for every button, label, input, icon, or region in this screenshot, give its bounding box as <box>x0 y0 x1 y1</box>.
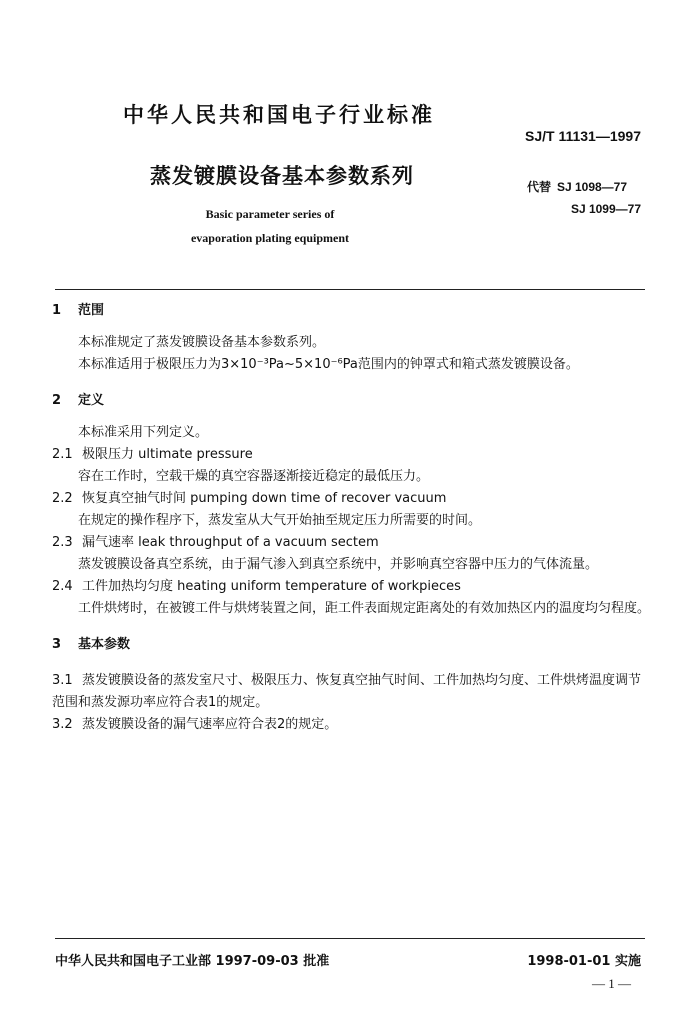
document-body <box>52 300 652 736</box>
definition-term <box>52 532 652 554</box>
clause-number: 2.4 <box>52 579 73 594</box>
page-number: — 1 — <box>592 976 631 991</box>
paragraph: 本标准采用下列定义。 <box>78 425 209 440</box>
clause-number: 2.3 <box>52 535 73 550</box>
section-heading <box>52 300 652 322</box>
clause-number: 2.2 <box>52 491 73 506</box>
footer-divider <box>55 938 645 939</box>
standard-code: SJ/T 11131—1997 <box>525 128 641 144</box>
clause-number: 3.2 <box>52 717 73 732</box>
section-heading <box>52 390 652 412</box>
document-title-cn: 蒸发镀膜设备基本参数系列 <box>150 164 414 188</box>
title-en-line: evaporation plating equipment <box>190 231 349 245</box>
clause <box>52 714 652 736</box>
replaces-block <box>527 176 641 220</box>
paragraph: 本标准适用于极限压力为3×10⁻³Pa~5×10⁻⁶Pa范围内的钟罩式和箱式蒸发镀膜设备。 <box>78 357 579 372</box>
document-title-en <box>150 202 390 250</box>
definition-term <box>52 576 652 598</box>
definition-text: 在规定的操作程序下，蒸发室从大气开始抽至规定压力所需要的时间。 <box>78 513 482 528</box>
clause-number: 2.1 <box>52 447 73 462</box>
section-number: 1 <box>52 303 62 318</box>
replaces-code: SJ 1099—77 <box>570 202 641 216</box>
title-en-line: Basic parameter series of <box>205 207 335 221</box>
term-text: 工件加热均匀度 heating uniform temperature of workpieces <box>82 579 461 594</box>
clause-number: 3.1 <box>52 673 73 688</box>
paragraph: 本标准规定了蒸发镀膜设备基本参数系列。 <box>78 335 326 350</box>
section-title: 基本参数 <box>78 637 131 652</box>
definition-term <box>52 444 652 466</box>
term-text: 极限压力 ultimate pressure <box>82 447 253 462</box>
clause-text: 蒸发镀膜设备的蒸发室尺寸、极限压力、恢复真空抽气时间、工件加热均匀度、工件烘烤温度调节范围和蒸发源功率应符合表1的规定。 <box>52 673 642 710</box>
effective-date: 1998-01-01 实施 <box>527 954 641 969</box>
clause <box>52 670 652 714</box>
definition-term <box>52 488 652 510</box>
org-title: 中华人民共和国电子行业标准 <box>123 103 435 127</box>
section-number: 3 <box>52 637 62 652</box>
definition-text: 工件烘烤时，在被镀工件与烘烤装置之间，距工件表面规定距离处的有效加热区内的温度均匀程度。 <box>78 601 651 616</box>
definition-text: 容在工作时，空载干燥的真空容器逐渐接近稳定的最低压力。 <box>78 469 430 484</box>
replaces-label: 代替 <box>526 180 551 194</box>
term-text: 漏气速率 leak throughput of a vacuum sectem <box>82 535 379 550</box>
header-divider <box>55 289 645 290</box>
replaces-code: SJ 1098—77 <box>556 180 628 194</box>
section-number: 2 <box>52 393 62 408</box>
section-heading <box>52 634 652 656</box>
term-text: 恢复真空抽气时间 pumping down time of recover vacuum <box>82 491 447 506</box>
section-title: 定义 <box>78 393 105 408</box>
definition-text: 蒸发镀膜设备真空系统，由于漏气渗入到真空系统中，并影响真空容器中压力的气体流量。 <box>78 557 599 572</box>
section-title: 范围 <box>78 303 105 318</box>
approval-line: 中华人民共和国电子工业部 1997-09-03 批准 <box>55 954 330 969</box>
clause-text: 蒸发镀膜设备的漏气速率应符合表2的规定。 <box>82 717 338 732</box>
